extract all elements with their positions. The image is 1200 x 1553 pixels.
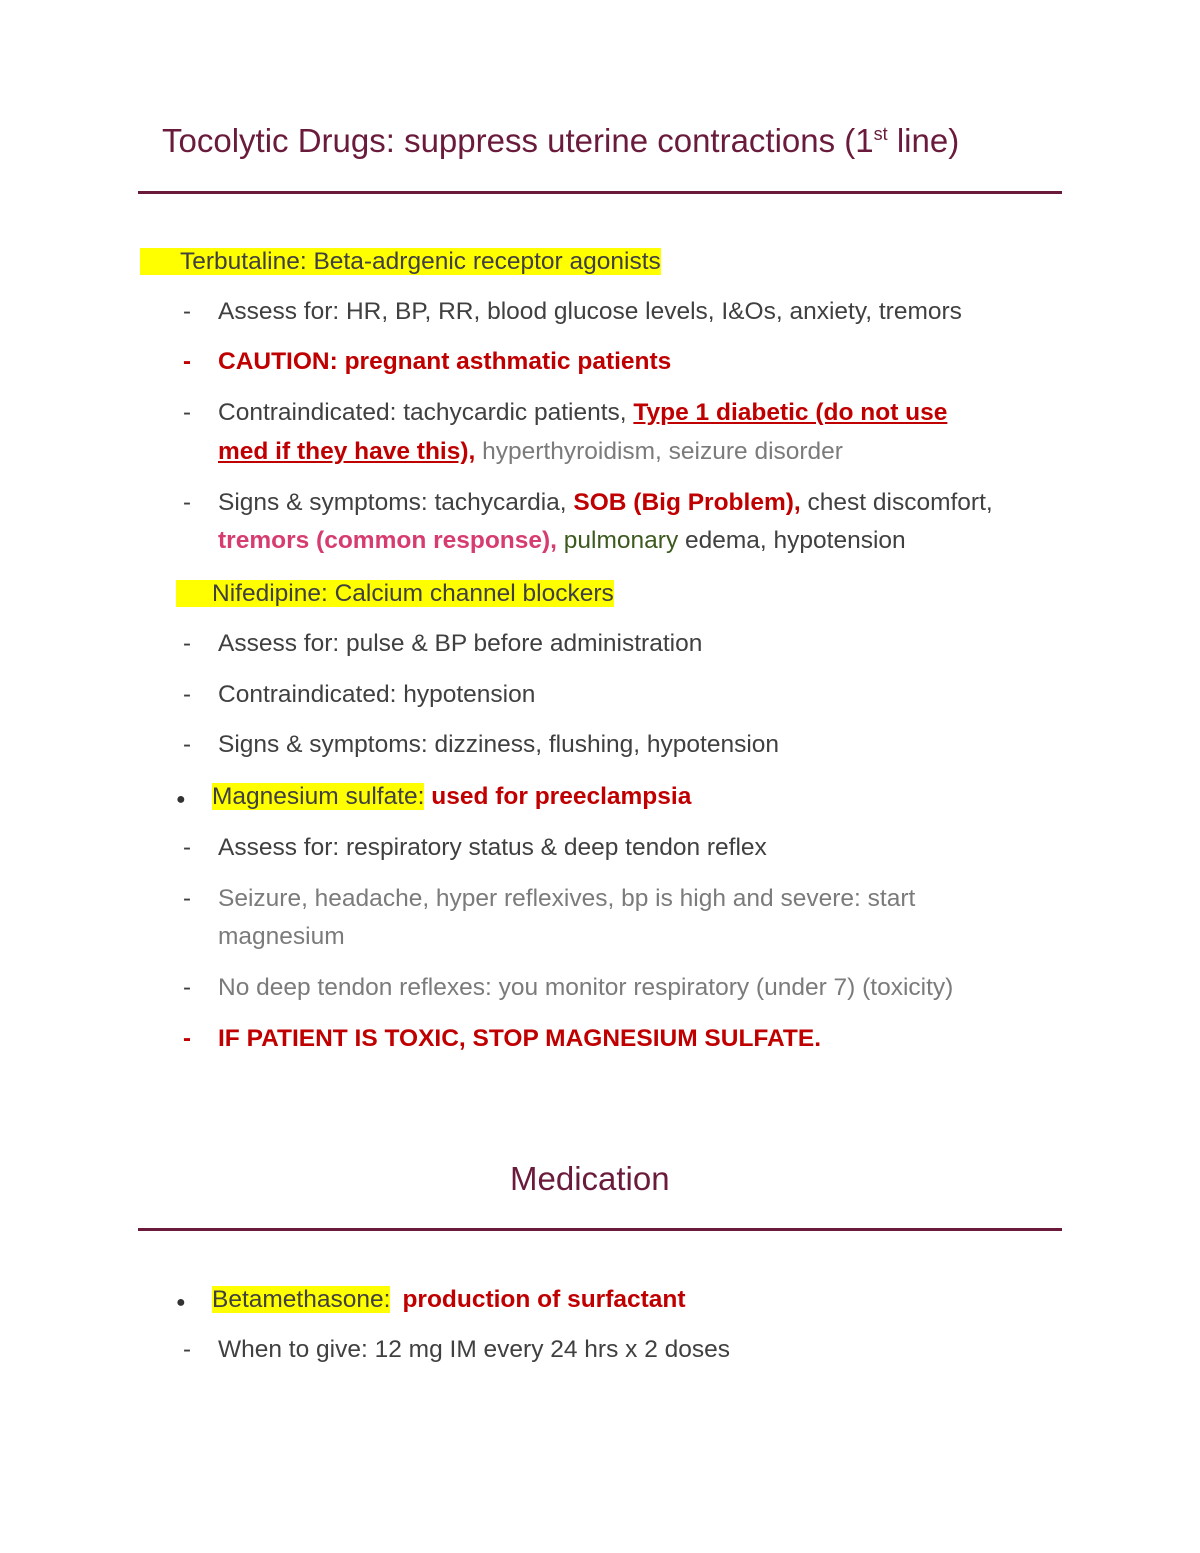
dash-icon: - bbox=[183, 489, 191, 516]
dash-icon: - bbox=[183, 974, 191, 1001]
terbutaline-signs bbox=[218, 489, 993, 517]
nifedipine-heading-text: Nifedipine: Calcium channel blockers bbox=[176, 580, 614, 607]
contra-text: Contraindicated: tachycardic patients, bbox=[218, 399, 634, 426]
dash-icon: - bbox=[183, 681, 191, 708]
signs-tremors: tremors (common response), bbox=[218, 527, 557, 554]
bullet-icon: ● bbox=[176, 791, 186, 808]
signs-pulmonary: pulmonary bbox=[557, 527, 679, 554]
magnesium-heading bbox=[212, 783, 691, 811]
nifedipine-signs: Signs & symptoms: dizziness, flushing, hypotension bbox=[218, 731, 780, 758]
magnesium-note: used for preeclampsia bbox=[424, 783, 692, 810]
dash-icon: - bbox=[183, 348, 191, 375]
contra-diabetic-warning-cont: med if they have this), bbox=[218, 438, 476, 465]
title-superscript: st bbox=[873, 124, 888, 144]
terbutaline-signs-cont bbox=[218, 527, 906, 555]
title-divider bbox=[138, 191, 1062, 194]
magnesium-seizure: Seizure, headache, hyper reflexives, bp is high and severe: start bbox=[218, 885, 916, 912]
section-title-medication: Medication bbox=[510, 1160, 670, 1197]
magnesium-toxic-warning: IF PATIENT IS TOXIC, STOP MAGNESIUM SULFATE. bbox=[218, 1025, 822, 1052]
magnesium-seizure-cont: magnesium bbox=[218, 923, 345, 950]
magnesium-assess: Assess for: respiratory status & deep tendon reflex bbox=[218, 834, 767, 861]
betamethasone-note: production of surfactant bbox=[402, 1286, 686, 1313]
nifedipine-heading bbox=[176, 580, 614, 608]
nifedipine-contraindicated: Contraindicated: hypotension bbox=[218, 681, 536, 708]
signs-chest: chest discomfort, bbox=[800, 489, 993, 516]
betamethasone-heading-text: Betamethasone: bbox=[212, 1286, 391, 1313]
signs-sob: SOB (Big Problem), bbox=[573, 489, 801, 516]
bullet-icon: ● bbox=[176, 1294, 186, 1311]
dash-icon: - bbox=[183, 298, 191, 325]
dash-icon: - bbox=[183, 1025, 191, 1052]
dash-icon: - bbox=[183, 630, 191, 657]
betamethasone-when: When to give: 12 mg IM every 24 hrs x 2 doses bbox=[218, 1336, 731, 1363]
dash-icon: - bbox=[183, 731, 191, 758]
nifedipine-assess: Assess for: pulse & BP before administration bbox=[218, 630, 703, 657]
signs-text: Signs & symptoms: tachycardia, bbox=[218, 489, 574, 516]
terbutaline-heading bbox=[140, 248, 661, 276]
terbutaline-contraindicated-cont bbox=[218, 438, 843, 466]
contra-diabetic-warning: Type 1 diabetic (do not use bbox=[633, 399, 948, 426]
page-title bbox=[162, 122, 959, 160]
dash-icon: - bbox=[183, 1336, 191, 1363]
magnesium-no-reflex: No deep tendon reflexes: you monitor respiratory (under 7) (toxicity) bbox=[218, 974, 954, 1001]
section-divider bbox=[138, 1228, 1062, 1231]
dash-icon: - bbox=[183, 399, 191, 426]
title-main: Tocolytic Drugs: suppress uterine contractions (1 bbox=[162, 122, 874, 159]
terbutaline-contraindicated bbox=[218, 399, 947, 427]
dash-icon: - bbox=[183, 834, 191, 861]
contra-other: hyperthyroidism, seizure disorder bbox=[475, 438, 843, 465]
dash-icon: - bbox=[183, 885, 191, 912]
betamethasone-heading bbox=[212, 1286, 686, 1314]
terbutaline-assess: Assess for: HR, BP, RR, blood glucose levels, I&Os, anxiety, tremors bbox=[218, 298, 962, 325]
magnesium-heading-text: Magnesium sulfate: bbox=[212, 783, 425, 810]
terbutaline-heading-text: Terbutaline: Beta-adrgenic receptor agonists bbox=[140, 248, 661, 275]
title-tail: line) bbox=[887, 122, 960, 159]
terbutaline-caution: CAUTION: pregnant asthmatic patients bbox=[218, 348, 672, 375]
signs-edema: edema, hypotension bbox=[678, 527, 906, 554]
